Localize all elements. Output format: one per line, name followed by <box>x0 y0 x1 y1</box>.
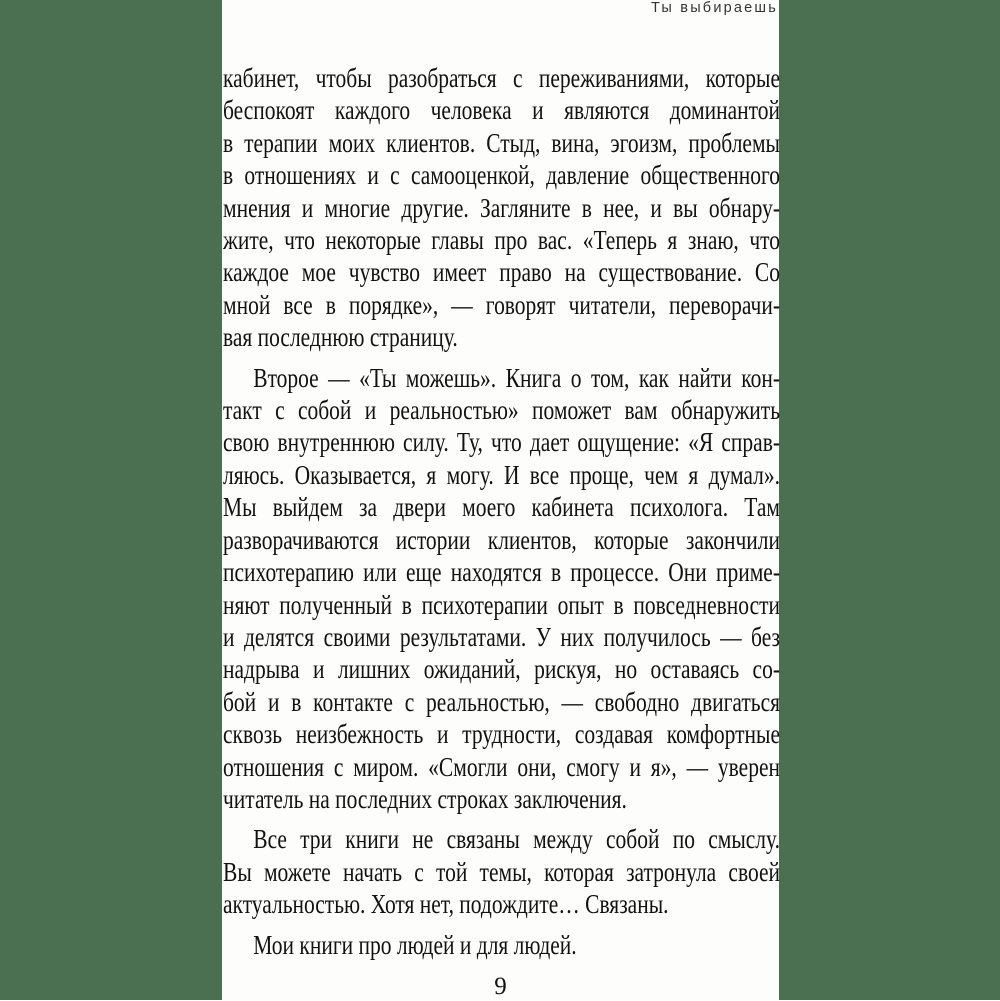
text-line: в отношениях и с самооценкой, давление общественного <box>223 160 780 191</box>
book-page <box>222 0 779 1000</box>
text-line: мнения и многие другие. Загляните в нее, и вы обнару- <box>223 192 780 223</box>
text-line: разворачиваются истории клиентов, которые закончили <box>223 524 780 555</box>
text-line: актуальностью. Хотя нет, подождите… Связаны. <box>223 889 669 920</box>
text-line: кабинет, чтобы разобраться с переживаниями, которые <box>223 63 780 93</box>
text-line: Мои книги про людей и для людей. <box>253 929 577 960</box>
text-line: сквозь неизбежность и трудности, создавая комфортные <box>223 719 780 750</box>
text-line: Мы выйдем за двери моего кабинета психолога. Там <box>223 492 780 523</box>
text-line: в терапии моих клиентов. Стыд, вина, эгоизм, проблемы <box>223 127 780 158</box>
page-number: 9 <box>494 973 507 1000</box>
text-line: мной все в порядке», — говорят читатели, переворачи- <box>223 289 780 320</box>
text-line: читатель на последних строках заключения. <box>223 783 627 814</box>
body-text <box>223 62 780 969</box>
text-line: свою внутреннюю силу. Ту, что дает ощущение: «Я справ- <box>223 427 780 458</box>
text-line: и делятся своими результатами. У них получилось — без <box>223 621 780 652</box>
text-line: психотерапию или еще находятся в процессе. Они приме- <box>223 557 780 588</box>
text-line: ляюсь. Оказывается, я могу. И все проще, чем я думал». <box>223 459 780 490</box>
text-line: Все три книги не связаны между собой по смыслу. <box>253 824 780 855</box>
paragraph <box>223 929 780 961</box>
text-line: надрыва и лишних ожиданий, рискуя, но оставаясь со- <box>223 654 780 685</box>
text-line: няют полученный в психотерапии опыт в повседневности <box>223 589 780 620</box>
text-line: бой и в контакте с реальностью, — свободно двигаться <box>223 686 780 717</box>
running-header: Ты выбираешь <box>651 0 778 16</box>
text-line: Второе — «Ты можешь». Книга о том, как найти кон- <box>253 362 780 393</box>
paragraph <box>223 362 780 816</box>
text-line: такт с собой и реальностью» поможет вам обнаружить <box>223 395 780 426</box>
text-line: каждое мое чувство имеет право на существование. Со <box>223 257 780 288</box>
text-line: беспокоят каждого человека и являются доминантой <box>223 95 780 126</box>
paragraph <box>223 62 780 354</box>
paragraph <box>223 823 780 920</box>
text-line: вая последнюю страницу. <box>223 322 458 353</box>
text-line: отношения с миром. «Смогли они, смогу и я», — уверен <box>223 751 780 782</box>
text-line: жите, что некоторые главы про вас. «Теперь я знаю, что <box>223 225 780 256</box>
text-line: Вы можете начать с той темы, которая затронула своей <box>223 856 780 887</box>
